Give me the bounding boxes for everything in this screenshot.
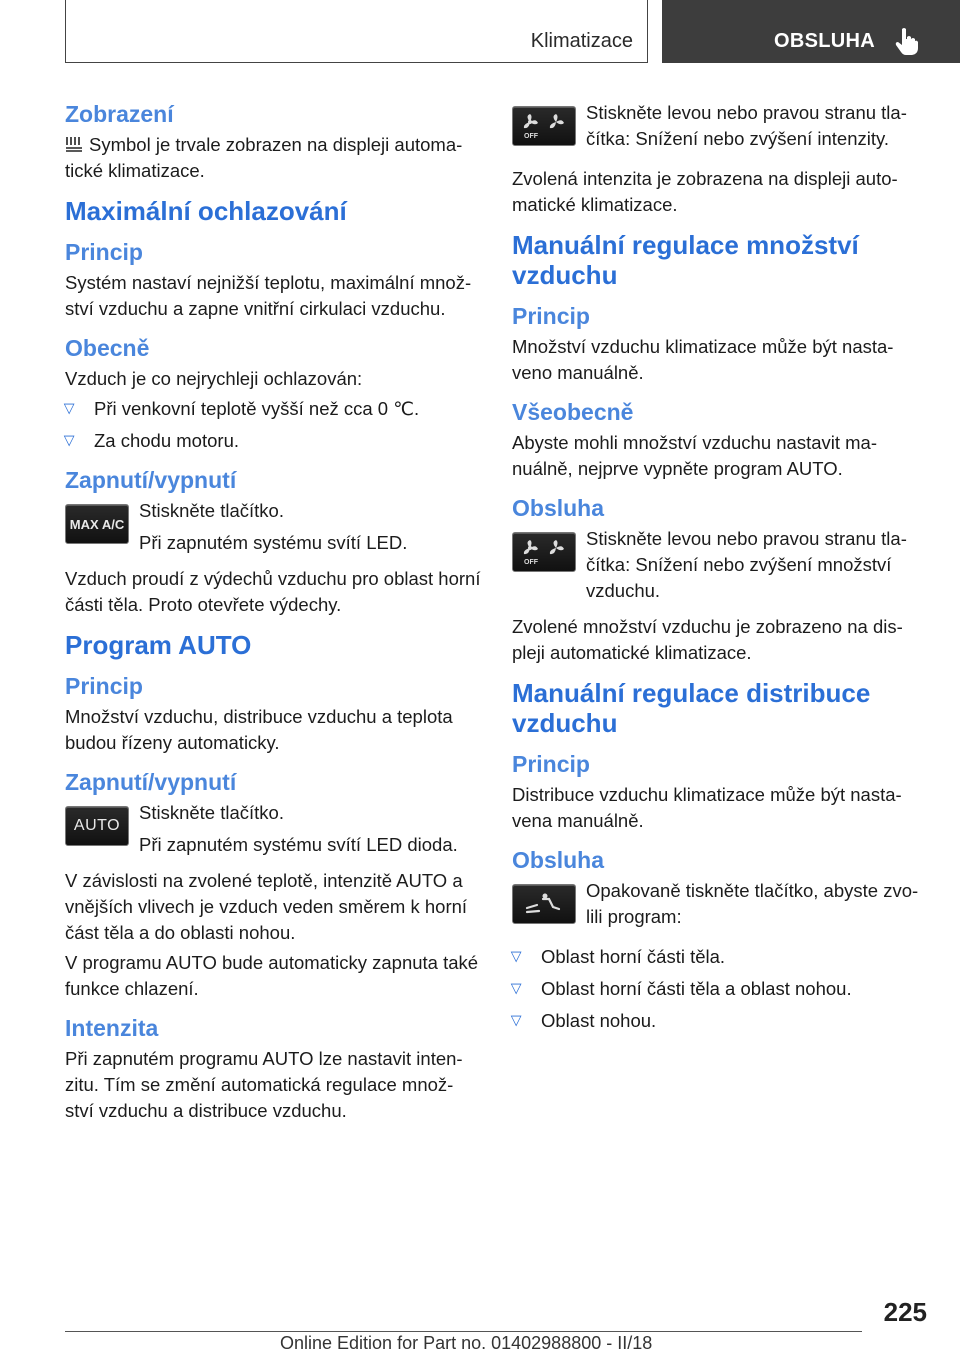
fan-intensity-block xyxy=(512,100,928,156)
heading-princip-3: Princip xyxy=(512,303,590,329)
svg-text:OFF: OFF xyxy=(524,133,538,140)
obecne-text: Vzduch je co nejrychleji ochlazován: xyxy=(65,368,363,389)
zapnuti-2-line-2: Při zapnutém systému svítí LED dioda. xyxy=(139,834,458,855)
bullet-list-1 xyxy=(65,396,481,454)
page-header xyxy=(65,0,960,66)
list-item: ▷ Oblast horní části těla a oblast nohou. xyxy=(512,976,928,1002)
princip-3-text: Množství vzduchu klimatizace může být nasta‐veno manuálně. xyxy=(512,336,894,383)
zobrazeni-paragraph xyxy=(65,132,481,184)
heading-zapnuti-1: Zapnutí/vypnutí xyxy=(65,467,237,493)
heading-obsluha-2: Obsluha xyxy=(512,847,605,873)
heading-max-cooling: Maximální ochlazování xyxy=(65,196,347,226)
footer-edition: Online Edition for Part no. 01402988800 - II/18 xyxy=(280,1333,653,1353)
vseobecne-text: Abyste mohli množství vzduchu nastavit ma‐nuálně, nejprve vypněte program AUTO. xyxy=(512,432,878,479)
fan-2-after: Zvolené množství vzduchu je zobrazeno na dis‐pleji automatické klimatizace. xyxy=(512,616,903,663)
list-item: ▷ Za chodu motoru. xyxy=(65,428,481,454)
left-column xyxy=(65,100,481,1136)
heading-princip-1: Princip xyxy=(65,239,143,265)
heading-program-auto: Program AUTO xyxy=(65,630,252,660)
heading-manual-distribution: Manuální regulace distribuce vzduchu xyxy=(512,678,871,738)
chapter-tab xyxy=(662,0,960,63)
heading-princip-4: Princip xyxy=(512,751,590,777)
zapnuti-1-after: Vzduch proudí z výdechů vzduchu pro oblast horní části těla. Proto otevřete výdechy. xyxy=(65,568,481,615)
list-item: ▷ Oblast horní části těla. xyxy=(512,944,928,970)
fan-2-text: Stiskněte levou nebo pravou stranu tla‐čítka: Snížení nebo zvýšení množství vzduchu. xyxy=(586,528,907,601)
list-item: ▷ Oblast nohou. xyxy=(512,1008,928,1034)
svg-text:OFF: OFF xyxy=(524,559,538,566)
header-frame xyxy=(65,0,648,63)
intenzita-text: Při zapnutém programu AUTO lze nastavit inten‐zitu. Tím se změní automatická regulace množ‐ství vzduchu a distribuce vzduchu. xyxy=(65,1048,463,1121)
zapnuti-1-line-1: Stiskněte tlačítko. xyxy=(139,500,284,521)
right-column xyxy=(512,100,928,1046)
fan-amount-block xyxy=(512,526,928,604)
list-item: ▷ Při venkovní teplotě vyšší než cca 0 ℃. xyxy=(65,396,481,422)
heading-intenzita: Intenzita xyxy=(65,1015,159,1041)
hand-pointer-icon xyxy=(894,27,920,55)
princip-2-text: Množství vzduchu, distribuce vzduchu a teplota budou řízeny automaticky. xyxy=(65,706,453,753)
heading-zobrazeni: Zobrazení xyxy=(65,101,174,127)
distribution-block xyxy=(512,878,928,934)
maxac-button-label: MAX A/C xyxy=(69,516,125,532)
bullet-list-2 xyxy=(512,944,928,1034)
auto-block xyxy=(65,800,481,858)
fan-off-button-icon xyxy=(516,537,572,567)
heading-princip-2: Princip xyxy=(65,673,143,699)
zobrazeni-text: Symbol je trvale zobrazen na displeji automa‐tické klimatizace. xyxy=(65,134,463,181)
princip-1-text: Systém nastaví nejnižší teplotu, maximální množ‐ství vzduchu a zapne vnitřní cirkulaci vzduchu. xyxy=(65,272,472,319)
auto-button-label: AUTO xyxy=(73,817,121,834)
zapnuti-2-line-1: Stiskněte tlačítko. xyxy=(139,802,284,823)
section-title: Klimatizace xyxy=(530,30,633,52)
fan-1-text: Stiskněte levou nebo pravou stranu tla‐čítka: Snížení nebo zvýšení intenzity. xyxy=(586,102,907,149)
airflow-symbol-icon xyxy=(65,135,83,153)
distribution-button-image xyxy=(512,884,576,924)
fan-button-image xyxy=(512,106,576,146)
auto-button-image xyxy=(65,806,129,846)
chapter-tab-label: OBSLUHA xyxy=(774,30,875,52)
air-distribution-icon xyxy=(521,891,567,917)
fan-button-image-2 xyxy=(512,532,576,572)
footer-divider xyxy=(65,1331,862,1332)
maxac-block xyxy=(65,498,481,556)
heading-vseobecne: Všeobecně xyxy=(512,399,634,425)
page-number: 225 xyxy=(883,1297,927,1327)
heading-zapnuti-2: Zapnutí/vypnutí xyxy=(65,769,237,795)
heading-obsluha-1: Obsluha xyxy=(512,495,605,521)
maxac-button-image xyxy=(65,504,129,544)
heading-obecne: Obecně xyxy=(65,335,150,361)
distribution-text: Opakovaně tiskněte tlačítko, abyste zvo‐lili program: xyxy=(586,880,919,927)
zapnuti-2-after-1: V závislosti na zvolené teplotě, intenzitě AUTO a vnějších vlivech je vzduch veden směrem k horní část těla a do oblasti nohou. xyxy=(65,870,468,943)
princip-4-text: Distribuce vzduchu klimatizace může být nasta‐vena manuálně. xyxy=(512,784,902,831)
zapnuti-1-line-2: Při zapnutém systému svítí LED. xyxy=(139,532,408,553)
heading-manual-amount: Manuální regulace množství vzduchu xyxy=(512,230,859,290)
fan-off-button-icon xyxy=(516,111,572,141)
zapnuti-2-after-2: V programu AUTO bude automaticky zapnuta také funkce chlazení. xyxy=(65,952,479,999)
fan-1-after: Zvolená intenzita je zobrazena na displeji auto‐matické klimatizace. xyxy=(512,168,898,215)
